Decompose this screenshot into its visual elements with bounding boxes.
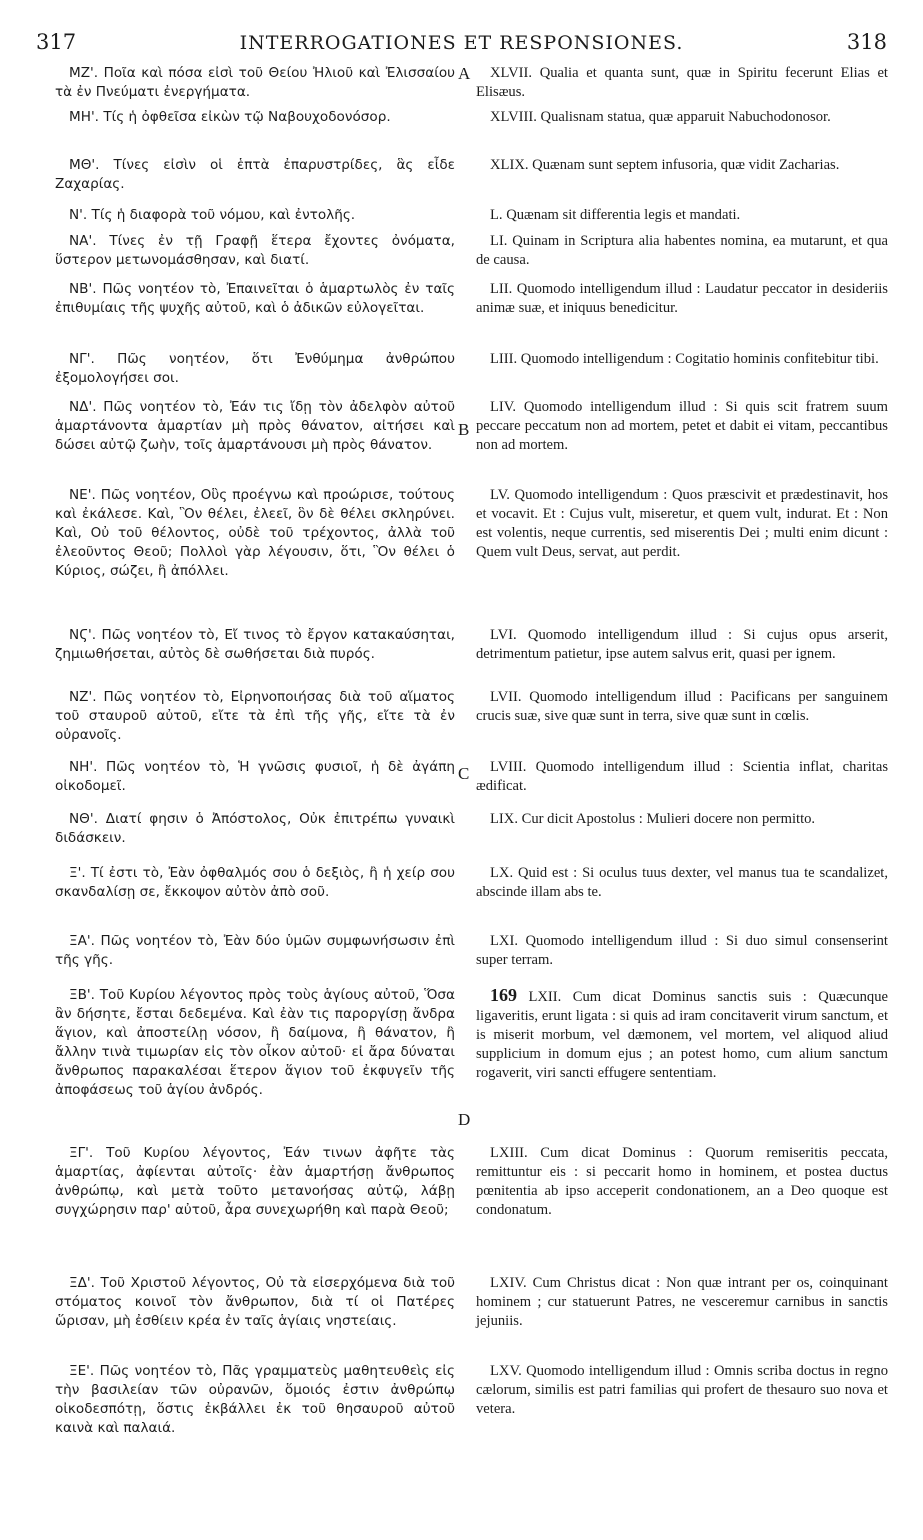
greek-entry [55, 810, 455, 848]
running-title: INTERROGATIONES ET RESPONSIONES. [239, 32, 684, 54]
latin-entry [476, 206, 888, 225]
latin-entry-text: LXIII. Cum dicat Dominus : Quorum remiseritis peccata, remittuntur eis : si peccarit homo in hominem, et postea ductus pœnitentia ab ipso acceperit condonationem, an a Deo quoque est condonatum. [476, 1145, 888, 1219]
latin-entry [476, 1274, 888, 1331]
greek-entry-text: ΜΘ'. Τίνες εἰσὶν οἱ ἑπτὰ ἐπαρυστρίδες, ἃς εἶδε Ζαχαρίας. [55, 157, 455, 193]
greek-entry [55, 864, 455, 902]
page-header [36, 30, 887, 60]
margin-letter-d: D [458, 1110, 471, 1129]
latin-entry-text: XLIX. Quænam sunt septem infusoria, quæ vidit Zacharias. [490, 157, 840, 173]
greek-entry [55, 108, 455, 127]
greek-entry-text: ΜΗ'. Τίς ἡ ὀφθεῖσα εἰκὼν τῷ Ναβουχοδονόσορ. [69, 109, 391, 125]
greek-entry-text: ΞΑ'. Πῶς νοητέον τὸ, Ἐὰν δύο ὑμῶν συμφωνήσωσιν ἐπὶ τῆς γῆς. [55, 933, 455, 969]
latin-entry-text: L. Quænam sit differentia legis et mandati. [490, 207, 741, 223]
greek-entry-text: Ν'. Τίς ἡ διαφορὰ τοῦ νόμου, καὶ ἐντολῆς. [69, 207, 356, 223]
greek-entry-text: ΝΖ'. Πῶς νοητέον τὸ, Εἰρηνοποιήσας διὰ τοῦ αἵματος τοῦ σταυροῦ αὐτοῦ, εἴτε τὰ ἐπὶ τῆς γῆς, εἴτε τὰ ἐν οὐρανοῖς. [55, 689, 455, 744]
latin-entry-text: LXI. Quomodo intelligendum illud : Si duo simul consenserint super terram. [476, 933, 888, 969]
latin-entry-text: LII. Quomodo intelligendum illud : Laudatur peccator in desideriis animæ suæ, et iniquus benedicitur. [476, 281, 888, 317]
latin-entry [476, 108, 888, 127]
latin-entry-text: LIII. Quomodo intelligendum : Cogitatio hominis confitebitur tibi. [490, 351, 879, 367]
latin-entry-text: LXV. Quomodo intelligendum illud : Omnis scriba doctus in regno cælorum, similis est patri familias qui profert de thesauro suo nova et vetera. [476, 1363, 888, 1418]
latin-entry [476, 486, 888, 562]
greek-entry [55, 156, 455, 194]
greek-entry-text: ΝΒ'. Πῶς νοητέον τὸ, Ἐπαινεῖται ὁ ἁμαρτωλὸς ἐν ταῖς ἐπιθυμίαις τῆς ψυχῆς αὐτοῦ, καὶ ὁ ἀδικῶν εὐλογεῖται. [55, 281, 455, 317]
greek-entry [55, 64, 455, 102]
greek-entry [55, 398, 455, 455]
latin-entry [476, 626, 888, 664]
greek-entry [55, 688, 455, 745]
latin-entry-text: XLVII. Qualia et quanta sunt, quæ in Spiritu fecerunt Elias et Elisæus. [476, 65, 888, 101]
greek-entry-text: Ξ'. Τί ἐστι τὸ, Ἐὰν ὀφθαλμός σου ὁ δεξιὸς, ἢ ἡ χείρ σου σκανδαλίσῃ σε, ἔκκοψον αὐτὸν ἀπὸ σοῦ. [55, 865, 455, 901]
latin-entry [476, 986, 888, 1083]
latin-entry-text: LXIV. Cum Christus dicat : Non quæ intrant per os, coinquinant hominem ; cur statuerunt Patres, ne vesceremur carnibus in sanctis jejuniis. [476, 1275, 888, 1330]
greek-entry [55, 1144, 455, 1220]
greek-entry-text: ΝΘ'. Διατί φησιν ὁ Ἀπόστολος, Οὐκ ἐπιτρέπω γυναικὶ διδάσκειν. [55, 811, 455, 847]
greek-entry [55, 206, 455, 225]
greek-entry [55, 280, 455, 318]
latin-entry [476, 280, 888, 318]
latin-entry [476, 758, 888, 796]
greek-entry [55, 986, 455, 1101]
greek-entry [55, 758, 455, 796]
latin-entry [476, 688, 888, 726]
latin-entry [476, 1362, 888, 1419]
page-number-right: 318 [846, 30, 887, 54]
latin-entry-text: LX. Quid est : Si oculus tuus dexter, vel manus tua te scandalizet, abscinde illam abs te. [476, 865, 888, 901]
latin-entry [476, 864, 888, 902]
page-number-left: 317 [36, 30, 77, 54]
greek-entry-text: ΝΓ'. Πῶς νοητέον, ὅτι Ἐνθύμημα ἀνθρώπου ἐξομολογήσει σοι. [55, 351, 455, 387]
latin-entry-text: XLVIII. Qualisnam statua, quæ apparuit Nabuchodonosor. [490, 109, 831, 125]
latin-entry-text: LVIII. Quomodo intelligendum illud : Scientia inflat, charitas ædificat. [476, 759, 888, 795]
greek-entry [55, 1362, 455, 1438]
latin-entry [476, 232, 888, 270]
margin-letter-a: A [458, 64, 471, 83]
latin-entry [476, 398, 888, 455]
latin-entry-text: LV. Quomodo intelligendum : Quos præscivit et prædestinavit, hos et vocavit. Et : Cujus vult, miseretur, et quem vult, indurat. Et : Non est volentis, neque currentis, sed miserentis Dei ; multi enim dicunt : Quem vult Deus, servat, aut perdit. [476, 487, 888, 561]
latin-entry-text: LIX. Cur dicit Apostolus : Mulieri docere non permitto. [490, 811, 816, 827]
latin-entry-text: LVI. Quomodo intelligendum illud : Si cujus opus arserit, detrimentum patietur, ipse autem salvus erit, quasi per ignem. [476, 627, 888, 663]
column-number: 169 [490, 985, 517, 1005]
margin-letter-c: C [458, 764, 470, 783]
latin-entry [476, 64, 888, 102]
greek-entry-text: ΞΓ'. Τοῦ Κυρίου λέγοντος, Ἐάν τινων ἀφῆτε τὰς ἁμαρτίας, ἀφίενται αὐτοῖς· ἐὰν ἁμαρτήσῃ ἄνθρωπος ἀνθρώπῳ, καὶ μετὰ τοῦτο μετανοήσας αὐτῷ, λάβῃ συγχώρησιν παρ' αὐτοῦ, ἆρα συνεχωρήθη καὶ παρὰ Θεοῦ; [55, 1145, 455, 1219]
greek-entry-text: ΝΗ'. Πῶς νοητέον τὸ, Ἡ γνῶσις φυσιοῖ, ἡ δὲ ἀγάπη οἰκοδομεῖ. [55, 759, 455, 795]
latin-entry [476, 932, 888, 970]
greek-entry-text: ΝΑ'. Τίνες ἐν τῇ Γραφῇ ἕτερα ἔχοντες ὀνόματα, ὕστερον μετωνομάσθησαν, καὶ διατί. [55, 233, 455, 269]
greek-entry [55, 486, 455, 581]
greek-entry-text: ΜΖ'. Ποῖα καὶ πόσα εἰσὶ τοῦ Θείου Ἠλιοῦ καὶ Ἐλισσαίου τὰ ἐν Πνεύματι ἐνεργήματα. [55, 65, 455, 101]
latin-entry-text: LVII. Quomodo intelligendum illud : Pacificans per sanguinem crucis suæ, sive quæ sunt in terra, sive quæ sunt in cœlis. [476, 689, 888, 725]
greek-entry-text: ΝϚ'. Πῶς νοητέον τὸ, Εἴ τινος τὸ ἔργον κατακαύσηται, ζημιωθήσεται, αὐτὸς δὲ σωθήσεται διὰ πυρός. [55, 627, 455, 663]
latin-entry-text: LXII. Cum dicat Dominus sanctis suis : Quæcunque ligaveritis, erunt ligata : si quis ad iram concitaverit virum sanctum, et is miserit morbum, vel dæmonem, vel mortem, vel aliquod aliud supplicium in domum ejus ; an potest homo, cum alium sanctum rogaverit, viri sancti effugere sententiam. [476, 989, 888, 1082]
greek-entry-text: ΝΔ'. Πῶς νοητέον τὸ, Ἐάν τις ἴδῃ τὸν ἀδελφὸν αὐτοῦ ἁμαρτάνοντα ἁμαρτίαν μὴ πρὸς θάνατον, αἰτήσει καὶ δώσει αὐτῷ ζωὴν, τοῖς ἁμαρτάνουσι μὴ πρὸς θάνατον. [55, 399, 455, 454]
latin-entry [476, 350, 888, 369]
greek-entry-text: ΞΔ'. Τοῦ Χριστοῦ λέγοντος, Οὐ τὰ εἰσερχόμενα διὰ τοῦ στόματος κοινοῖ τὸν ἄνθρωπον, διὰ τί οἱ Πατέρες ὥρισαν, μὴ ἐσθίειν κρέα ἐν ταῖς ἁγίαις νηστείαις. [55, 1275, 455, 1330]
greek-entry-text: ΝΕ'. Πῶς νοητέον, Οὓς προέγνω καὶ προώρισε, τούτους καὶ ἐκάλεσε. Καὶ, Ὃν θέλει, ἐλεεῖ, ὃν δὲ θέλει σκληρύνει. Καὶ, Οὐ τοῦ θέλοντος, οὐδὲ τοῦ τρέχοντος, ἀλλὰ τοῦ ἐλεοῦντος Θεοῦ; Πολλοὶ γὰρ λέγουσιν, ὅτι, Ὃν θέλει ὁ Κύριος, σώζει, ἢ ἀπόλλει. [55, 487, 455, 580]
latin-entry [476, 156, 888, 175]
greek-entry [55, 932, 455, 970]
latin-entry-text: LI. Quinam in Scriptura alia habentes nomina, ea mutarunt, et qua de causa. [476, 233, 888, 269]
greek-entry-text: ΞΕ'. Πῶς νοητέον τὸ, Πᾶς γραμματεὺς μαθητευθεὶς εἰς τὴν βασιλείαν τῶν οὐρανῶν, ὅμοιός ἐστιν ἀνθρώπῳ οἰκοδεσπότῃ, ὅστις ἐκβάλλει ἐκ τοῦ θησαυροῦ αὐτοῦ καινὰ καὶ παλαιά. [55, 1363, 455, 1437]
greek-entry [55, 350, 455, 388]
latin-entry [476, 810, 888, 829]
greek-entry [55, 232, 455, 270]
greek-entry [55, 1274, 455, 1331]
latin-entry [476, 1144, 888, 1220]
greek-entry-text: ΞΒ'. Τοῦ Κυρίου λέγοντος πρὸς τοὺς ἁγίους αὐτοῦ, Ὅσα ἂν δήσητε, ἔσται δεδεμένα. Καὶ ἐὰν τις παροργίσῃ ἄνδρα ἅγιον, καὶ ἀποστείλῃ νόσον, ἢ δαίμονα, ἢ θάνατον, ἢ ἄλλην τινὰ τιμωρίαν εἰς τὸν οἶκον αὐτοῦ· εἰ ἄρα δύναται ἄνθρωπος παρακαλέσαι ἕτερον ἅγιον τοῦ ἐκφυγεῖν τῆς ἀποφάσεως τοῦ ἁγίου ἀνδρός. [55, 987, 455, 1099]
latin-entry-text: LIV. Quomodo intelligendum illud : Si quis scit fratrem suum peccare peccatum non ad mortem, petet et dabit ei vitam, peccantibus non ad mortem. [476, 399, 888, 454]
margin-letter-b: B [458, 420, 470, 439]
greek-entry [55, 626, 455, 664]
